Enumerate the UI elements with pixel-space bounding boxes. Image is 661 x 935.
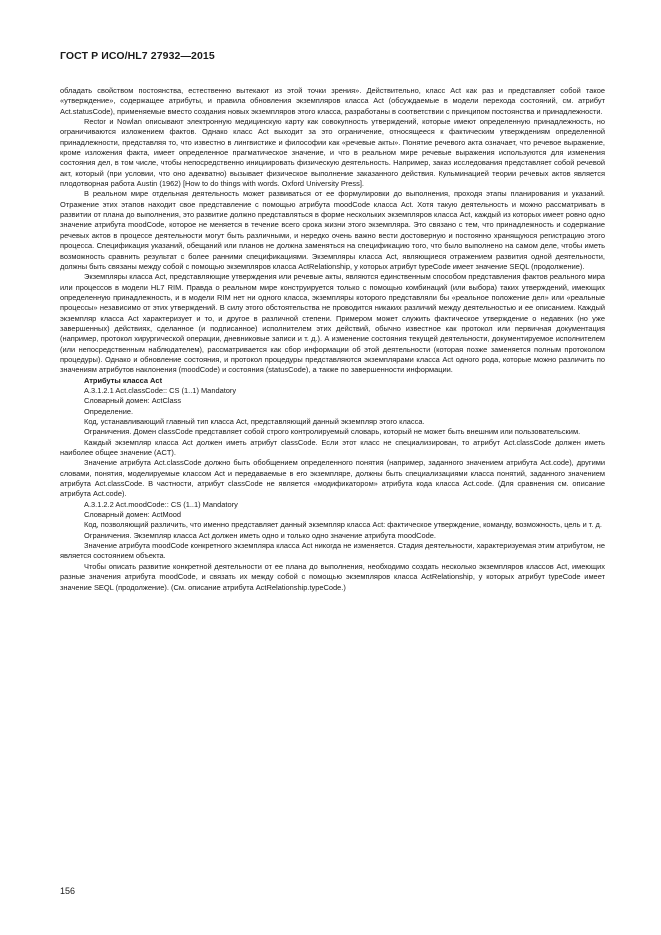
document-header: ГОСТ Р ИСО/HL7 27932—2015 xyxy=(60,50,215,62)
paragraph: Экземпляры класса Act, представляющие утверждения или речевые акты, являются единственным способом представления фактов реального мира или процессов в модели HL7 RIM. Правда о реальном мире конструируется только с помощью комбинаций (или выбора) таких утверждений, имеющих определенную принадлежность, и в модели RIM нет ни одного класса, экземпляры которого представляли бы «реальное положение дел» или «реальные процессы» независимо от этих утверждений. В силу этого обстоятельства не проводится никаких различий между деятельностью и ее описанием. Каждый экземпляр класса Act характеризует и то, и другое в различной степени. Примером может служить фактическое утверждение о недавних (но уже завершенных) действиях, сделанное (и подписанное) исполнителем этих действий, обычно известное как протокол или первичная документация (например, протокол хирургической операции, дневниковые записи и т. д.). А изменение состояния текущей деятельности, документируемое исполнителем (или непосредственным наблюдателем), рассматривается как сбор информации об этой деятельности (которая позже заменяется полным протоколом процедуры). Однако и обновление состояния, и протокол процедуры представляются экземплярами класса Act одного рода, которые можно различить по значениям атрибутов наклонения (moodCode) и состояния (statusCode), а также по завершенности информации. xyxy=(60,272,605,375)
paragraph: Словарный домен: ActMood xyxy=(84,510,182,520)
paragraph: Значение атрибута Act.classCode должно быть обобщением определенного понятия (например, заданного значением атрибута Act.code), другими словами, понятия, моделируемые классом Act и передаваемые в его экземпляре, должны быть специализациями класса понятий, заданного значением атрибута Act.classCode. В частности, атрибут classCode не является «модификатором» атрибута кода класса Act.code. (Для сравнения см. описание атрибута Act.code). xyxy=(60,458,605,499)
paragraph: Ограничения. Домен classCode представляет собой строго контролируемый словарь, который не может быть внешним или пользовательским. xyxy=(84,427,581,437)
paragraph: Rector и Nowlan описывают электронную медицинскую карту как совокупность утверждений, которые имеют определенную принадлежность, но ограничиваются изложением фактов. Однако класс Act выходит за это ограничение, относящееся к фактическим утверждениям определенной принадлежности, представляя то, что известно в лингвистике и философии как «речевые акты». Понятие речевого акта означает, что речевое выражение, кроме изложения факта, имеет определенное прагматическое значение, и что в реальном мире речевые выражения используются для изменения состояния дел, в том числе, чтобы непосредственно инициировать физическую деятельность. Например, заказ исследования представляет собой речевой акт, который (при условии, что оно адекватно) вызывает физическое выполнение заказанного действия. Кульминацией теории речевых актов является плодотворная работа Austin (1962) [How to do things with words. Oxford University Press]. xyxy=(60,117,605,189)
document-body xyxy=(60,86,605,593)
paragraph: Определение. xyxy=(84,406,134,416)
paragraph: Словарный домен: ActClass xyxy=(84,396,182,406)
page-number: 156 xyxy=(60,886,76,896)
paragraph: Код, позволяющий различить, что именно представляет данный экземпляр класса Act: фактическое утверждение, команду, возможность, цель и т. д. xyxy=(84,520,602,530)
paragraph: В реальном мире отдельная деятельность может развиваться от ее формулировки до выполнения, проходя этапы планирования и указаний. Отражение этих этапов находит свое представление с помощью атрибута moodCode класса Act. Хотя такую деятельность и можно рассматривать в развитии от плана до выполнения, это развитие должно представляться в форме нескольких экземпляров класса Act, каждый из которых имеет ровно одно значение атрибута moodCode, которое не меняется в течение всего срока жизни этого экземпляра. Это связано с тем, что принадлежность и содержание речевых актов в процессе деятельности могут быть различными, и нередко очень важно вести достоверную и постоянно хранящуюся регистрацию этого процесса. Спецификация указаний, обещаний или планов не должна заменяться на спецификацию того, что было выполнено на самом деле, чтобы иметь возможность сравнить результат с более ранними спецификациями. Экземпляры класса Act, являющиеся отражением развития одной деятельности, должны быть связаны между собой с помощью экземпляров класса ActRelationship, у которых атрибут typeCode имеет значение SEQL (продолжение). xyxy=(60,189,605,271)
paragraph: Ограничения. Экземпляр класса Act должен иметь одно и только одно значение атрибута moodCode. xyxy=(84,530,436,540)
attribute-heading: A.3.1.2.1 Act.classCode:: CS (1..1) Mandatory xyxy=(84,385,237,395)
attribute-heading: A.3.1.2.2 Act.moodCode:: CS (1..1) Mandatory xyxy=(84,499,238,509)
paragraph: Значение атрибута moodCode конкретного экземпляра класса Act никогда не изменяется. Стадия деятельности, характеризуемая этим атрибутом, не является состоянием объекта. xyxy=(60,541,605,561)
paragraph: Каждый экземпляр класса Act должен иметь атрибут classCode. Если этот класс не специализирован, то атрибут Act.classCode должен иметь наиболее общее значение (ACT). xyxy=(60,437,605,458)
paragraph: Код, устанавливающий главный тип класса Act, представляющий данный экземпляр этого класса. xyxy=(84,417,425,426)
paragraph: Чтобы описать развитие конкретной деятельности от ее плана до выполнения, необходимо создать несколько экземпляров классов Act, имеющих разные значения атрибута moodCode, и связать их между собой с помощью экземпляров класса ActRelationship, у которых атрибут typeCode имеет значение SEQL (продолжение). (См. описание атрибута ActRelationship.typeCode.) xyxy=(60,561,605,592)
section-heading: Атрибуты класса Act xyxy=(84,375,163,385)
paragraph: обладать свойством постоянства, естественно вытекают из этой точки зрения». Действительно, класс Act как раз и представляет собой такое «утверждение», содержащее атрибуты, и правила обновления экземпляров класса Act (обсуждаемые в модели перехода состояний, см. атрибут Act.statusCode), применяемые вместо создания новых экземпляров этого класса, разработаны в соответствии с принципом постоянства и принадлежности. xyxy=(60,86,605,116)
